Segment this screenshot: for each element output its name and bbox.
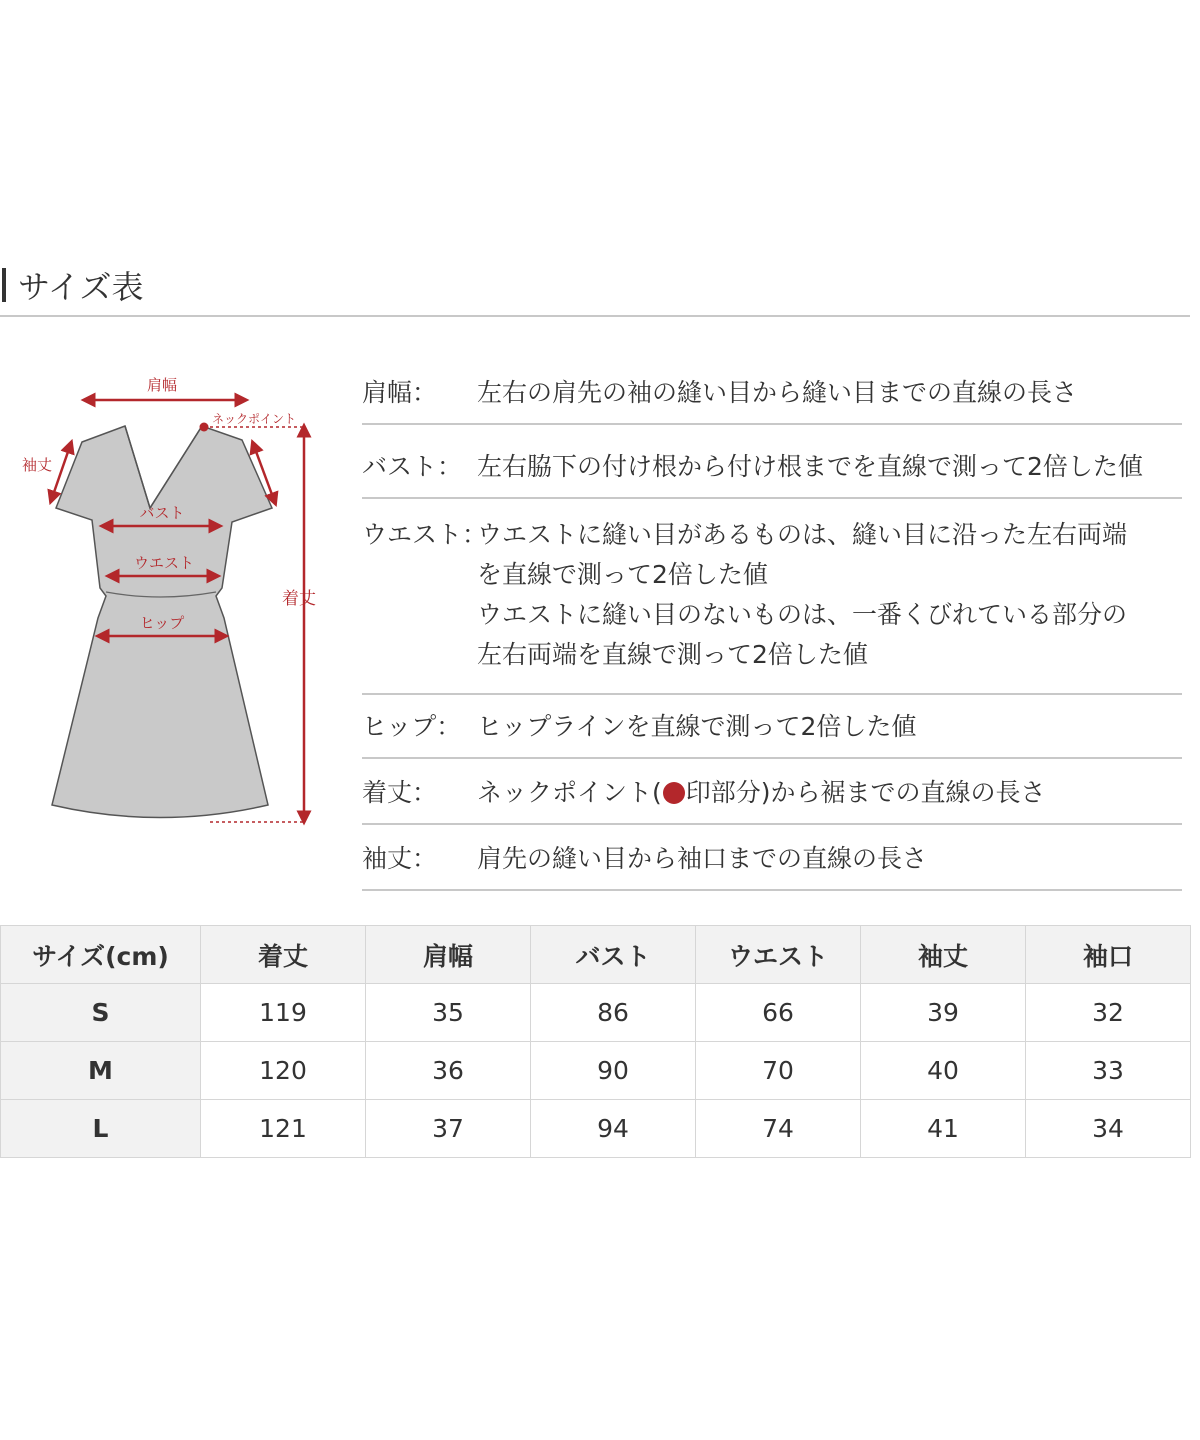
title-divider	[0, 315, 1190, 317]
waist-label: ウエスト	[133, 554, 195, 572]
table-cell: 39	[861, 984, 1026, 1042]
table-cell: 36	[366, 1042, 531, 1100]
definition-row-sleeve	[362, 825, 1182, 891]
definition-row-waist	[362, 499, 1182, 695]
table-header: 肩幅	[366, 926, 531, 984]
table-cell: 74	[696, 1100, 861, 1158]
definition-text: ウエストに縫い目のないものは、一番くびれている部分の	[477, 600, 1128, 629]
definition-text: 左右の肩先の袖の縫い目から縫い目までの直線の長さ	[477, 378, 1078, 407]
table-header-row	[1, 926, 1191, 984]
table-cell: 33	[1026, 1042, 1191, 1100]
bust-label: バスト	[139, 504, 185, 522]
definition-term: ヒップ：	[362, 712, 462, 741]
table-header: 袖丈	[861, 926, 1026, 984]
table-cell: 35	[366, 984, 531, 1042]
dress-diagram	[10, 360, 340, 840]
title-bar	[2, 268, 6, 302]
size-label: M	[1, 1042, 201, 1100]
definition-text: 左右脇下の付け根から付け根までを直線で測って2倍した値	[477, 452, 1143, 481]
table-cell: 94	[531, 1100, 696, 1158]
shoulder-label: 肩幅	[146, 376, 178, 394]
definition-term: 袖丈：	[362, 844, 438, 873]
table-cell: 121	[201, 1100, 366, 1158]
definition-text: ウエストに縫い目があるものは、縫い目に沿った左右両端	[477, 520, 1128, 549]
table-cell: 41	[861, 1100, 1026, 1158]
table-cell: 34	[1026, 1100, 1191, 1158]
section-title	[0, 262, 143, 308]
table-header: 着丈	[201, 926, 366, 984]
definition-text: 左右両端を直線で測って2倍した値	[477, 640, 868, 669]
definition-text: ネックポイント(	[477, 778, 662, 807]
neck-point-label: ネックポイント	[212, 412, 297, 426]
table-header: バスト	[531, 926, 696, 984]
table-cell: 70	[696, 1042, 861, 1100]
definition-text: 印部分)から裾までの直線の長さ	[685, 778, 1046, 807]
hip-label: ヒップ	[139, 614, 185, 632]
table-cell: 66	[696, 984, 861, 1042]
size-label: L	[1, 1100, 201, 1158]
length-label: 着丈	[282, 589, 316, 609]
table-header: 袖口	[1026, 926, 1191, 984]
definition-row-bust	[362, 425, 1182, 499]
table-row	[1, 1042, 1191, 1100]
definition-row-length	[362, 759, 1182, 825]
definition-row-hip	[362, 695, 1182, 759]
sleeve-label: 袖丈	[22, 456, 53, 474]
table-cell: 40	[861, 1042, 1026, 1100]
neck-point-marker-icon	[663, 782, 685, 804]
definition-row-shoulder	[362, 360, 1182, 425]
table-cell: 37	[366, 1100, 531, 1158]
definition-term: 肩幅：	[362, 378, 438, 407]
table-cell: 86	[531, 984, 696, 1042]
definition-term: バスト：	[362, 452, 463, 481]
definition-term: ウエスト：	[362, 520, 488, 549]
table-cell: 90	[531, 1042, 696, 1100]
definition-term: 着丈：	[362, 778, 438, 807]
table-cell: 120	[201, 1042, 366, 1100]
definition-text: ヒップラインを直線で測って2倍した値	[477, 712, 917, 741]
definition-text: を直線で測って2倍した値	[477, 560, 768, 589]
table-row	[1, 984, 1191, 1042]
size-table	[0, 925, 1191, 1158]
table-header: ウエスト	[696, 926, 861, 984]
section-title-text: サイズ表	[18, 268, 144, 306]
size-label: S	[1, 984, 201, 1042]
table-cell: 119	[201, 984, 366, 1042]
measurement-definitions	[362, 360, 1182, 891]
definition-text: 肩先の縫い目から袖口までの直線の長さ	[477, 844, 928, 873]
table-row	[1, 1100, 1191, 1158]
table-cell: 32	[1026, 984, 1191, 1042]
table-header: サイズ(cm)	[1, 926, 201, 984]
